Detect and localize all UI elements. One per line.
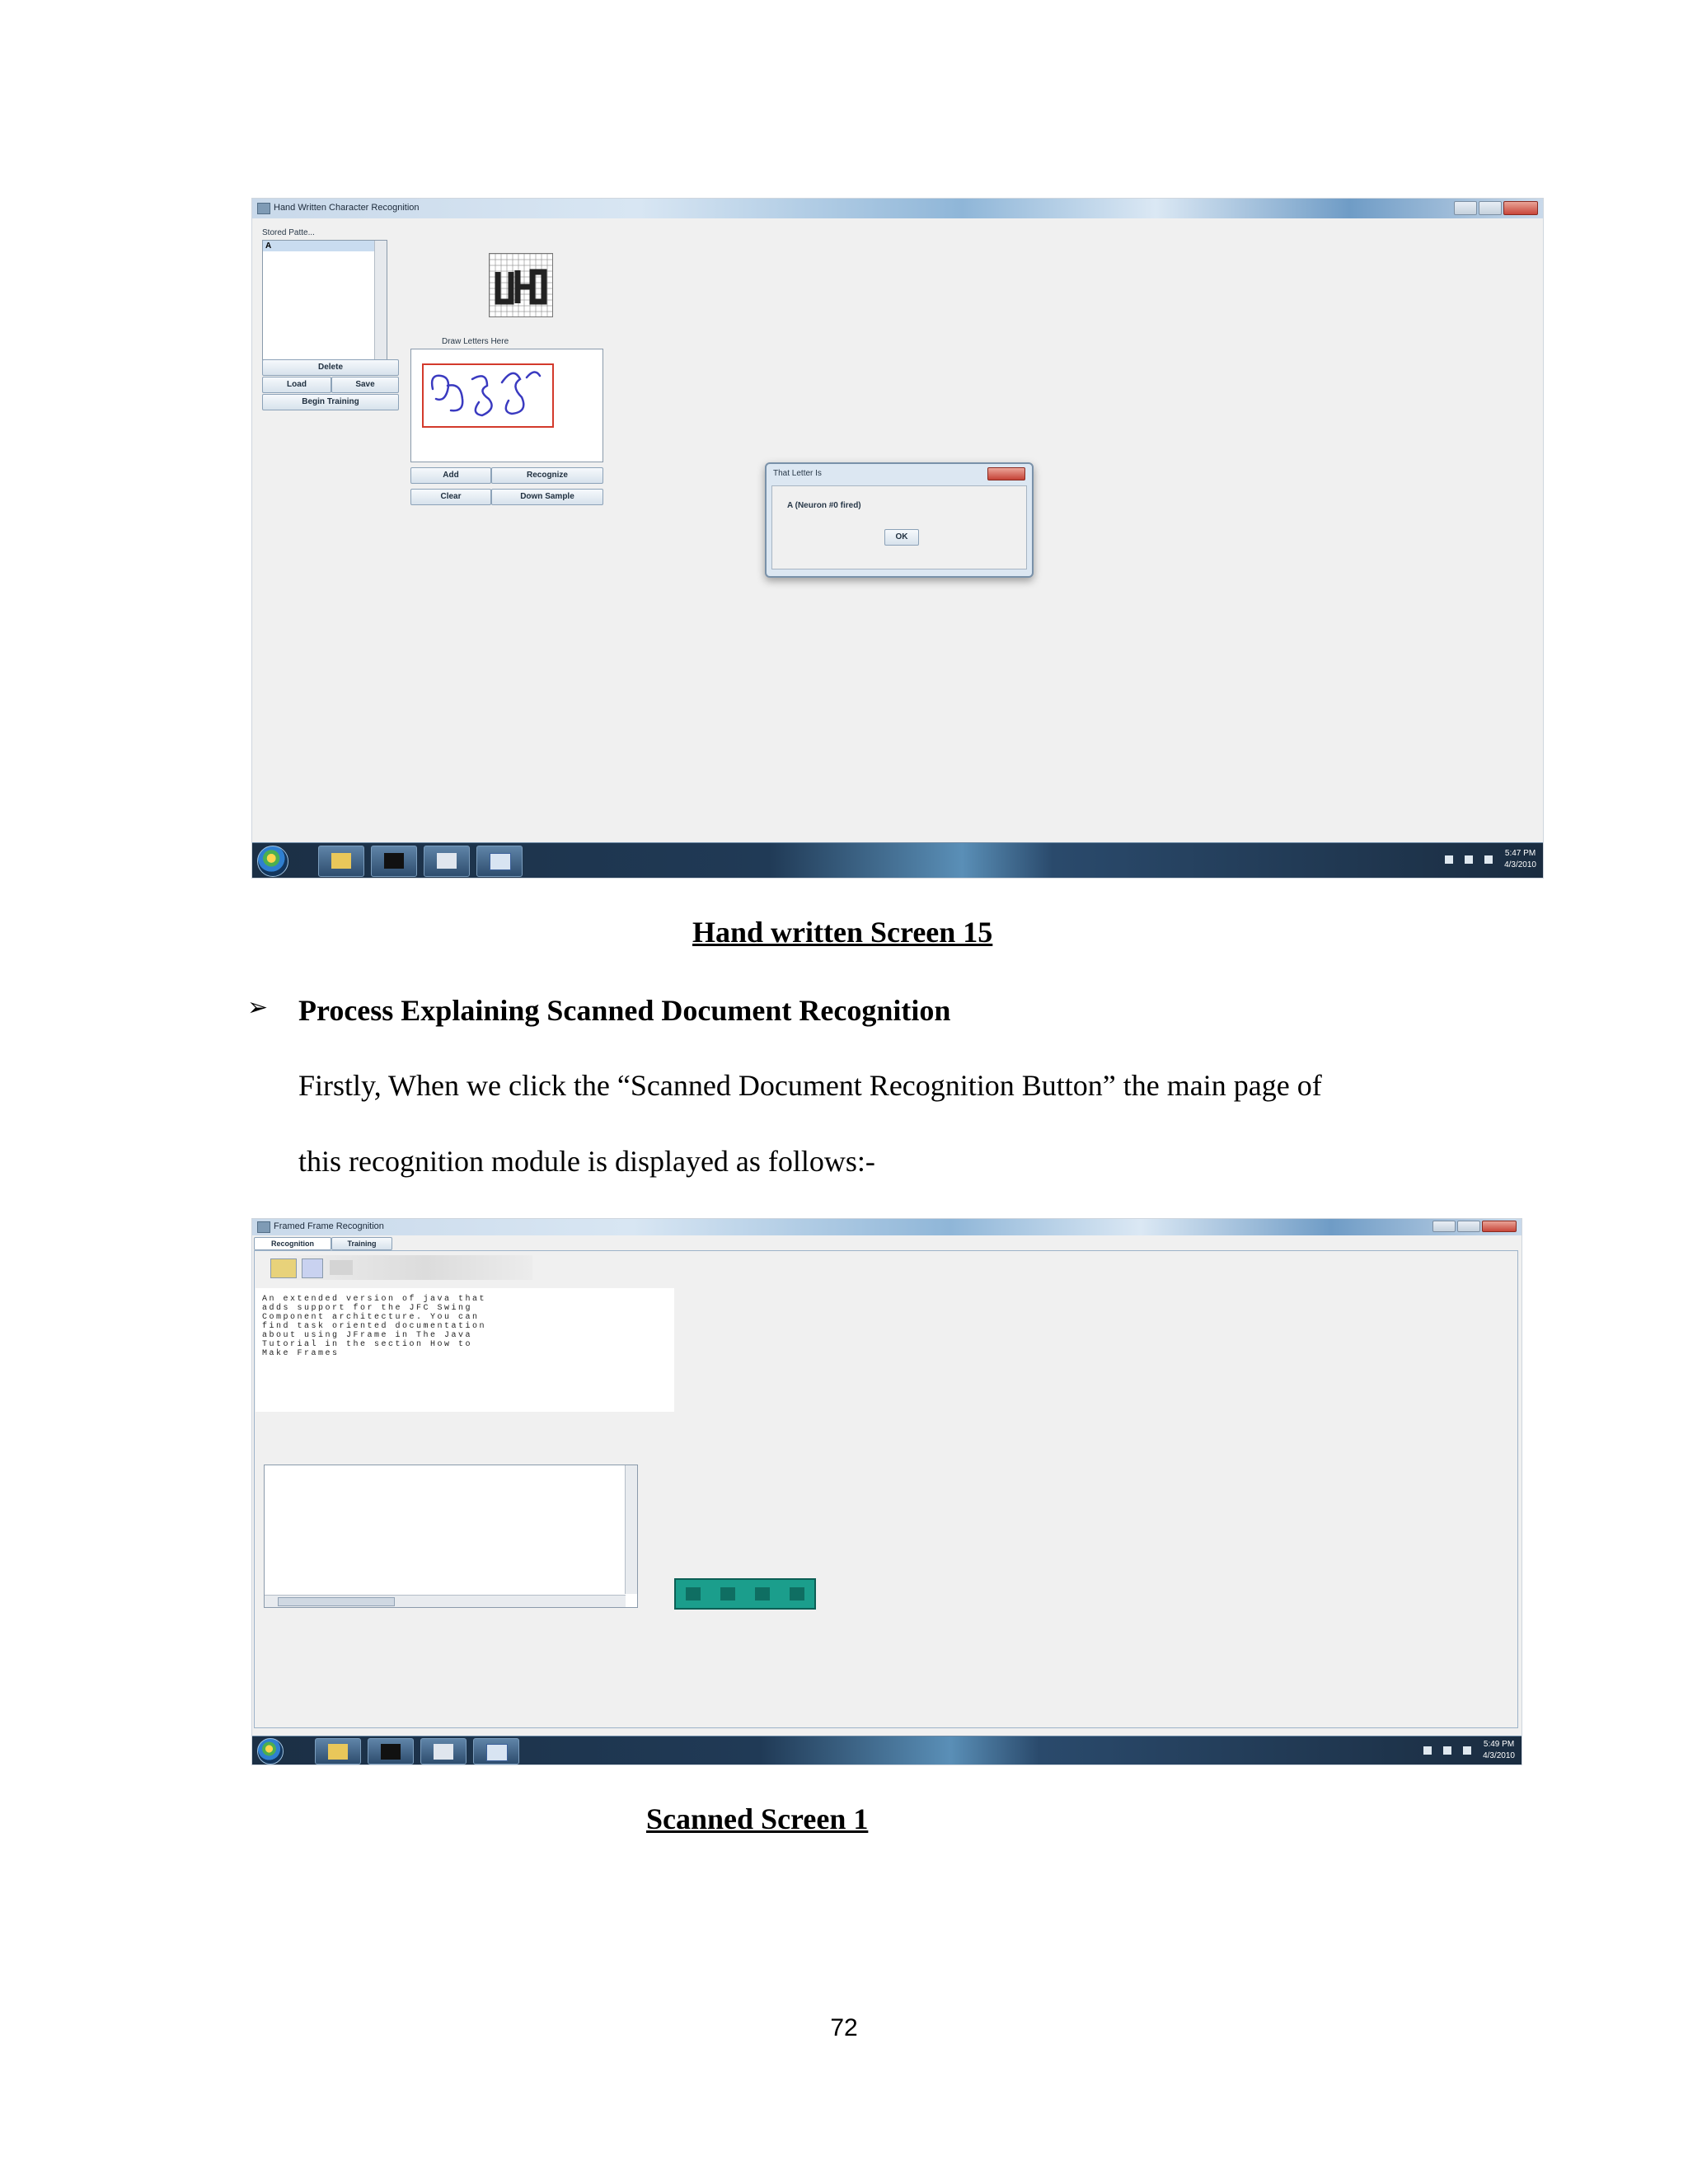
- save-button[interactable]: Save: [331, 377, 399, 393]
- minimize-icon[interactable]: [1432, 1221, 1456, 1232]
- scroll-thumb[interactable]: [278, 1597, 395, 1606]
- taskbar-console-button[interactable]: [368, 1738, 414, 1765]
- window-title: Hand Written Character Recognition: [274, 203, 420, 213]
- list-item[interactable]: A: [263, 241, 387, 251]
- disabled-tool-icon: [330, 1260, 353, 1275]
- tool-glyph-icon: [720, 1587, 735, 1601]
- scanned-text-block: [262, 1295, 486, 1358]
- network-icon[interactable]: [1443, 1746, 1451, 1755]
- tab-strip: [254, 1237, 392, 1250]
- draw-letters-label: Draw Letters Here: [442, 337, 509, 346]
- system-tray: [1423, 1739, 1515, 1762]
- taskbar-clock[interactable]: [1483, 1739, 1515, 1762]
- close-icon[interactable]: [1503, 201, 1538, 215]
- result-dialog: [765, 462, 1034, 578]
- tool-glyph-icon: [755, 1587, 770, 1601]
- taskbar-app-button[interactable]: [473, 1738, 519, 1765]
- output-text-area[interactable]: [264, 1465, 638, 1608]
- java-icon: [437, 853, 457, 869]
- app-window-icon: [486, 1744, 508, 1761]
- app-icon: [257, 1221, 270, 1233]
- vertical-scrollbar[interactable]: [625, 1465, 637, 1594]
- tool-glyph-icon: [686, 1587, 701, 1601]
- console-icon: [384, 853, 404, 869]
- recognize-image-button[interactable]: [674, 1578, 816, 1610]
- stored-patterns-label: Stored Patte...: [262, 228, 315, 237]
- maximize-icon[interactable]: [1457, 1221, 1480, 1232]
- start-orb-icon[interactable]: [257, 846, 288, 877]
- down-sample-button[interactable]: Down Sample: [491, 489, 603, 505]
- screenshot-handwritten-screen: [251, 198, 1544, 879]
- taskbar-console-button[interactable]: [371, 846, 417, 877]
- java-icon: [434, 1744, 453, 1760]
- window-title: Framed Frame Recognition: [274, 1221, 384, 1231]
- tray-arrow-icon[interactable]: [1423, 1746, 1432, 1755]
- volume-icon[interactable]: [1463, 1746, 1471, 1755]
- tab-recognition[interactable]: Recognition: [254, 1237, 331, 1250]
- taskbar: [252, 1736, 1522, 1765]
- scan-icon[interactable]: [302, 1258, 323, 1278]
- load-button[interactable]: Load: [262, 377, 331, 393]
- clear-button[interactable]: Clear: [410, 489, 491, 505]
- list-scrollbar[interactable]: [374, 241, 387, 359]
- tray-arrow-icon[interactable]: [1445, 855, 1453, 864]
- stored-patterns-list[interactable]: [262, 240, 387, 360]
- minimize-icon[interactable]: [1454, 201, 1477, 215]
- window-title-bar[interactable]: [252, 199, 1543, 218]
- scanned-line: find task oriented documentation: [262, 1322, 487, 1331]
- section-heading-text: Process Explaining Scanned Document Recognition: [298, 994, 951, 1027]
- downsample-grid: [490, 254, 552, 316]
- recognize-button[interactable]: Recognize: [491, 467, 603, 484]
- arrow-bullet-icon: ➢: [247, 993, 269, 1022]
- drawing-canvas[interactable]: [410, 349, 603, 462]
- page-number: 72: [830, 2014, 858, 2041]
- clock-time: 5:47 PM: [1504, 849, 1536, 858]
- taskbar-app-button[interactable]: [476, 846, 523, 877]
- paragraph-line-2: this recognition module is displayed as follows:-: [298, 1145, 875, 1178]
- maximize-icon[interactable]: [1479, 201, 1502, 215]
- figure-caption-scanned: Scanned Screen 1: [646, 1802, 869, 1835]
- scanned-text-area[interactable]: [256, 1288, 674, 1412]
- scanned-line: about using JFrame in The Java: [262, 1331, 473, 1340]
- toolbar: [267, 1255, 532, 1280]
- scanned-line: adds support for the JFC Swing: [262, 1304, 473, 1313]
- figure-caption-handwritten: Hand written Screen 15: [692, 916, 993, 949]
- handwriting-strokes: [411, 349, 603, 462]
- scanned-line: Component architecture. You can: [262, 1313, 480, 1322]
- tab-training[interactable]: Training: [331, 1237, 392, 1250]
- folder-icon: [328, 1744, 348, 1760]
- horizontal-scrollbar[interactable]: [265, 1595, 626, 1607]
- paragraph-line-1: Firstly, When we click the “Scanned Document Recognition Button” the main page of: [298, 1069, 1322, 1102]
- scanned-line: An extended version of java that: [262, 1295, 487, 1304]
- taskbar-explorer-button[interactable]: [315, 1738, 361, 1765]
- close-icon[interactable]: [1482, 1221, 1517, 1232]
- window-controls: [1432, 1221, 1517, 1235]
- taskbar-explorer-button[interactable]: [318, 846, 364, 877]
- screenshot-scanned-screen: [251, 1218, 1522, 1765]
- add-button[interactable]: Add: [410, 467, 491, 484]
- dialog-message: A (Neuron #0 fired): [787, 501, 861, 510]
- downsample-preview: [489, 253, 553, 317]
- clock-date: 4/3/2010: [1504, 860, 1536, 869]
- dialog-close-icon[interactable]: [987, 467, 1025, 480]
- taskbar-clock[interactable]: [1504, 848, 1536, 871]
- window-controls: [1454, 201, 1538, 215]
- taskbar-java-button[interactable]: [420, 1738, 467, 1765]
- scanned-line: Make Frames: [262, 1349, 340, 1358]
- scanned-line: Tutorial in the section How to: [262, 1340, 473, 1349]
- console-icon: [381, 1744, 401, 1760]
- system-tray: [1445, 848, 1536, 871]
- clock-date: 4/3/2010: [1483, 1751, 1515, 1760]
- app-icon: [257, 203, 270, 214]
- open-image-icon[interactable]: [270, 1258, 297, 1278]
- dialog-body: [771, 485, 1027, 569]
- dialog-ok-button[interactable]: OK: [884, 529, 919, 546]
- dialog-title: That Letter Is: [773, 469, 822, 478]
- taskbar: [252, 842, 1543, 878]
- tool-glyph-icon: [790, 1587, 804, 1601]
- network-icon[interactable]: [1465, 855, 1473, 864]
- app-window-icon: [490, 853, 511, 870]
- clock-time: 5:49 PM: [1483, 1740, 1515, 1749]
- begin-training-button[interactable]: Begin Training: [262, 394, 399, 410]
- taskbar-java-button[interactable]: [424, 846, 470, 877]
- start-orb-icon[interactable]: [257, 1738, 284, 1765]
- window-title-bar[interactable]: [252, 1219, 1522, 1235]
- delete-button[interactable]: Delete: [262, 359, 399, 376]
- volume-icon[interactable]: [1484, 855, 1493, 864]
- folder-icon: [331, 853, 351, 869]
